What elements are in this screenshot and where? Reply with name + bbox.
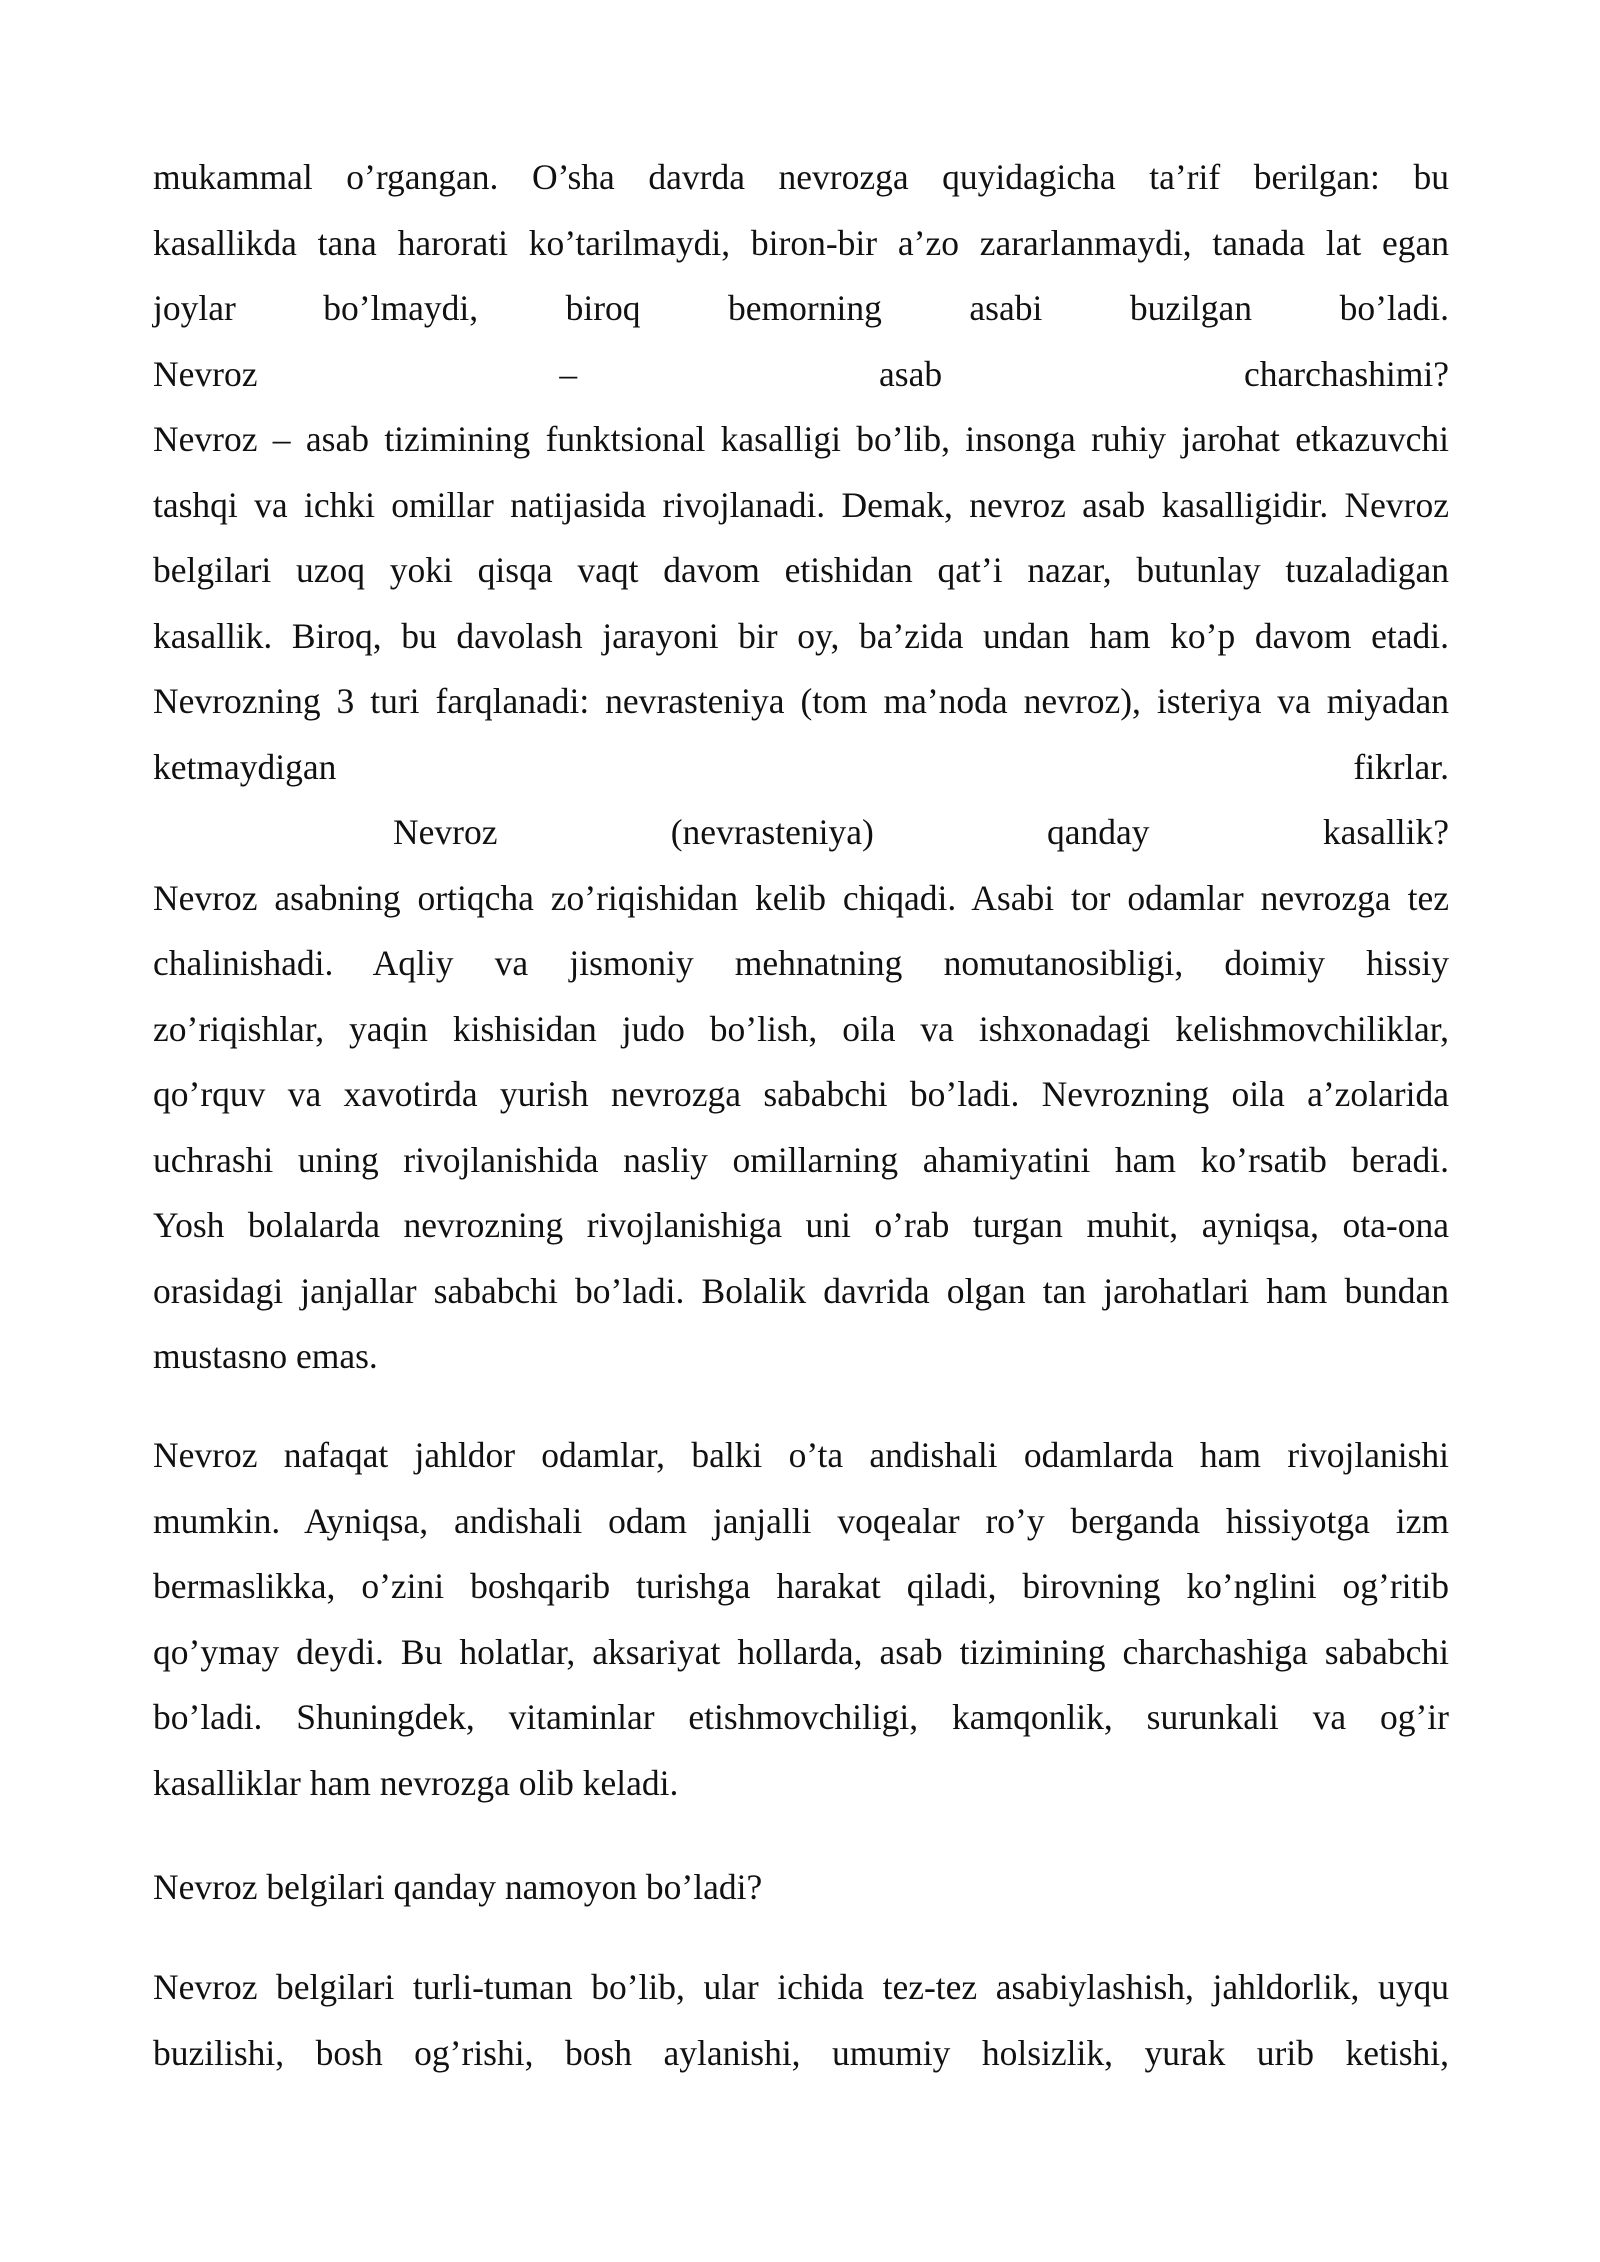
text-line: kasallik. Biroq, bu davolash jarayoni bir oy, ba’zida undan ham ko’p davom etadi. — [153, 615, 1449, 656]
text-line: Yosh bolalarda nevrozning rivojlanishiga uni o’rab turgan muhit, ayniqsa, ota-ona — [153, 1205, 1449, 1245]
text-line: tashqi va ichki omillar natijasida rivojlanadi. Demak, nevroz asab kasalligidir. Nevroz — [153, 484, 1449, 525]
text-line: qo’ymay deydi. Bu holatlar, aksariyat hollarda, asab tizimining charchashiga sababchi — [153, 1631, 1449, 1672]
text-line: uchrashi uning rivojlanishida nasliy omillarning ahamiyatini ham ko’rsatib beradi. — [153, 1139, 1449, 1180]
text-line: mumkin. Ayniqsa, andishali odam janjalli voqealar ro’y berganda hissiyotga izm — [153, 1500, 1449, 1541]
text-line: ketmaydigan fikrlar. — [153, 746, 1449, 787]
text-line: bermaslikka, o’zini boshqarib turishga harakat qiladi, birovning ko’nglini og’ritib — [153, 1566, 1449, 1606]
text-line: zo’riqishlar, yaqin kishisidan judo bo’lish, oila va ishxonadagi kelishmovchiliklar, — [153, 1008, 1449, 1049]
text-line: qo’rquv va xavotirda yurish nevrozga sababchi bo’ladi. Nevrozning oila a’zolarida — [153, 1074, 1449, 1114]
text-line: Nevrozning 3 turi farqlanadi: nevrasteniya (tom ma’noda nevroz), isteriya va miyadan — [153, 681, 1449, 721]
text-line: kasalliklar ham nevrozga olib keladi. — [153, 1762, 679, 1803]
paragraph-1 — [153, 145, 1449, 1390]
text-line: joylar bo’lmaydi, biroq bemorning asabi buzilgan bo’ladi. — [153, 288, 1449, 328]
text-line: buzilishi, bosh og’rishi, bosh aylanishi, umumiy holsizlik, yurak urib ketishi, — [153, 2032, 1449, 2073]
heading-text: Nevroz belgilari qanday namoyon bo’ladi? — [153, 1867, 763, 1907]
text-line: bo’ladi. Shuningdek, vitaminlar etishmovchiligi, kamqonlik, surunkali va og’ir — [153, 1697, 1449, 1737]
text-line: Nevroz – asab charchashimi? — [153, 353, 1449, 394]
text-line: Nevroz (nevrasteniya) qanday kasallik? — [393, 812, 1449, 852]
text-line: chalinishadi. Aqliy va jismoniy mehnatning nomutanosibligi, doimiy hissiy — [153, 943, 1449, 983]
text-line: Nevroz – asab tizimining funktsional kasalligi bo’lib, insonga ruhiy jarohat etkazuvchi — [153, 419, 1449, 459]
text-line: mustasno emas. — [153, 1336, 378, 1376]
text-line: mukammal o’rgangan. O’sha davrda nevrozga quyidagicha ta’rif berilgan: bu — [153, 157, 1449, 197]
paragraph-2 — [153, 1423, 1449, 1816]
text-line: orasidagi janjallar sababchi bo’ladi. Bolalik davrida olgan tan jarohatlari ham bundan — [153, 1270, 1449, 1311]
paragraph-3 — [153, 1955, 1449, 2086]
text-line: Nevroz asabning ortiqcha zo’riqishidan kelib chiqadi. Asabi tor odamlar nevrozga tez — [153, 877, 1449, 918]
section-heading — [153, 1855, 1449, 1921]
text-line: Nevroz belgilari turli-tuman bo’lib, ular ichida tez-tez asabiylashish, jahldorlik, uyqu — [153, 1967, 1449, 2007]
text-line: kasallikda tana harorati ko’tarilmaydi, biron-bir a’zo zararlanmaydi, tanada lat egan — [153, 222, 1449, 263]
text-line: Nevroz nafaqat jahldor odamlar, balki o’ta andishali odamlarda ham rivojlanishi — [153, 1435, 1449, 1475]
text-line: belgilari uzoq yoki qisqa vaqt davom etishidan qat’i nazar, butunlay tuzaladigan — [153, 550, 1449, 590]
